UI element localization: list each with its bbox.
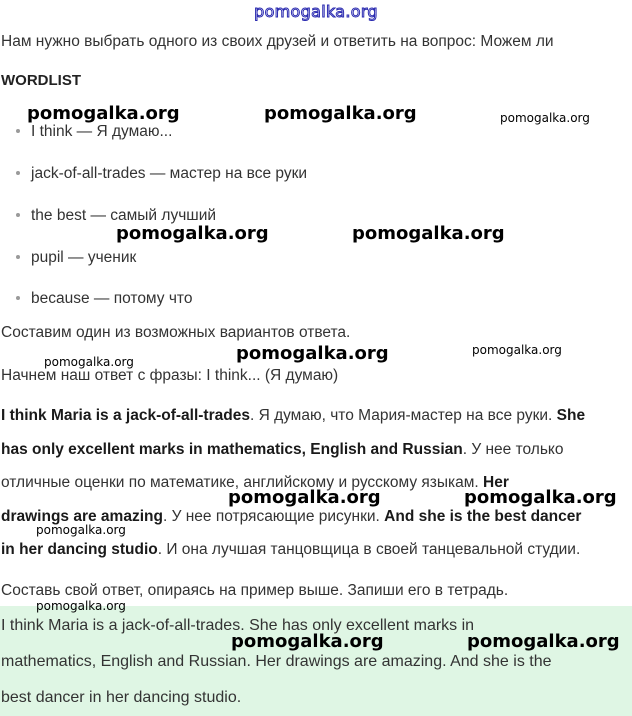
example-english: I think Maria is a jack-of-all-trades xyxy=(1,407,250,424)
watermark: pomogalka.org xyxy=(228,487,381,508)
watermark: pomogalka.org xyxy=(231,631,384,652)
start-text: Начнем наш ответ с фразы: I think... (Я думаю) xyxy=(1,367,339,384)
bullet-icon xyxy=(16,255,20,259)
example-line xyxy=(1,541,580,559)
list-item xyxy=(16,249,136,267)
example-russian: . И она лучшая танцовщица в своей танцевальной студии. xyxy=(157,541,581,558)
watermark: pomogalka.org xyxy=(500,111,590,125)
list-item xyxy=(16,290,192,308)
intro-text: Нам нужно выбрать одного из своих друзей и ответить на вопрос: Можем ли xyxy=(1,33,554,50)
bullet-icon xyxy=(16,296,20,300)
list-item xyxy=(16,123,172,141)
watermark: pomogalka.org xyxy=(116,223,269,244)
example-russian: . Я думаю, что Мария-мастер на все руки. xyxy=(249,407,557,424)
example-english: Her xyxy=(483,474,509,491)
watermark: pomogalka.org xyxy=(464,487,617,508)
wordlist-entry: the best — самый лучший xyxy=(31,207,217,224)
example-english: And she is the best dancer xyxy=(384,508,582,525)
watermark: pomogalka.org xyxy=(236,343,389,364)
bullet-icon xyxy=(16,171,20,175)
task-text: Составь свой ответ, опираясь на пример выше. Запиши его в тетрадь. xyxy=(1,582,509,599)
variant-text: Составим один из возможных вариантов ответа. xyxy=(1,324,351,341)
bullet-icon xyxy=(16,213,20,217)
watermark: pomogalka.org xyxy=(36,523,126,537)
watermark: pomogalka.org xyxy=(467,631,620,652)
watermark: pomogalka.org xyxy=(352,223,505,244)
example-english: in her dancing studio xyxy=(1,541,158,558)
watermark: pomogalka.org xyxy=(44,355,134,369)
wordlist-entry: I think — Я думаю... xyxy=(31,123,173,140)
list-item xyxy=(16,165,307,183)
answer-line: I think Maria is a jack-of-all-trades. She has only excellent marks in xyxy=(1,617,475,634)
watermark: pomogalka.org xyxy=(36,599,126,613)
bullet-icon xyxy=(16,129,20,133)
wordlist-entry: because — потому что xyxy=(31,290,193,307)
answer-line: best dancer in her dancing studio. xyxy=(1,689,242,706)
watermark: pomogalka.org xyxy=(27,103,180,124)
answer-line: mathematics, English and Russian. Her drawings are amazing. And she is the xyxy=(1,653,552,670)
example-line xyxy=(1,441,564,459)
watermark: pomogalka.org xyxy=(264,103,417,124)
example-russian: отличные оценки по математике, английскому и русскому языкам. xyxy=(1,474,484,491)
example-russian: . У нее только xyxy=(462,441,564,458)
site-watermark: pomogalka.org xyxy=(254,2,378,21)
example-line xyxy=(1,407,585,425)
example-english: She xyxy=(556,407,586,424)
wordlist-entry: pupil — ученик xyxy=(31,249,137,266)
example-english: has only excellent marks in mathematics, English and Russian xyxy=(1,441,463,458)
wordlist-entry: jack-of-all-trades — мастер на все руки xyxy=(31,165,308,182)
watermark: pomogalka.org xyxy=(472,343,562,357)
example-russian: . У нее потрясающие рисунки. xyxy=(162,508,385,525)
example-english: drawings are amazing xyxy=(1,508,163,525)
wordlist-heading: WORDLIST xyxy=(1,72,81,89)
